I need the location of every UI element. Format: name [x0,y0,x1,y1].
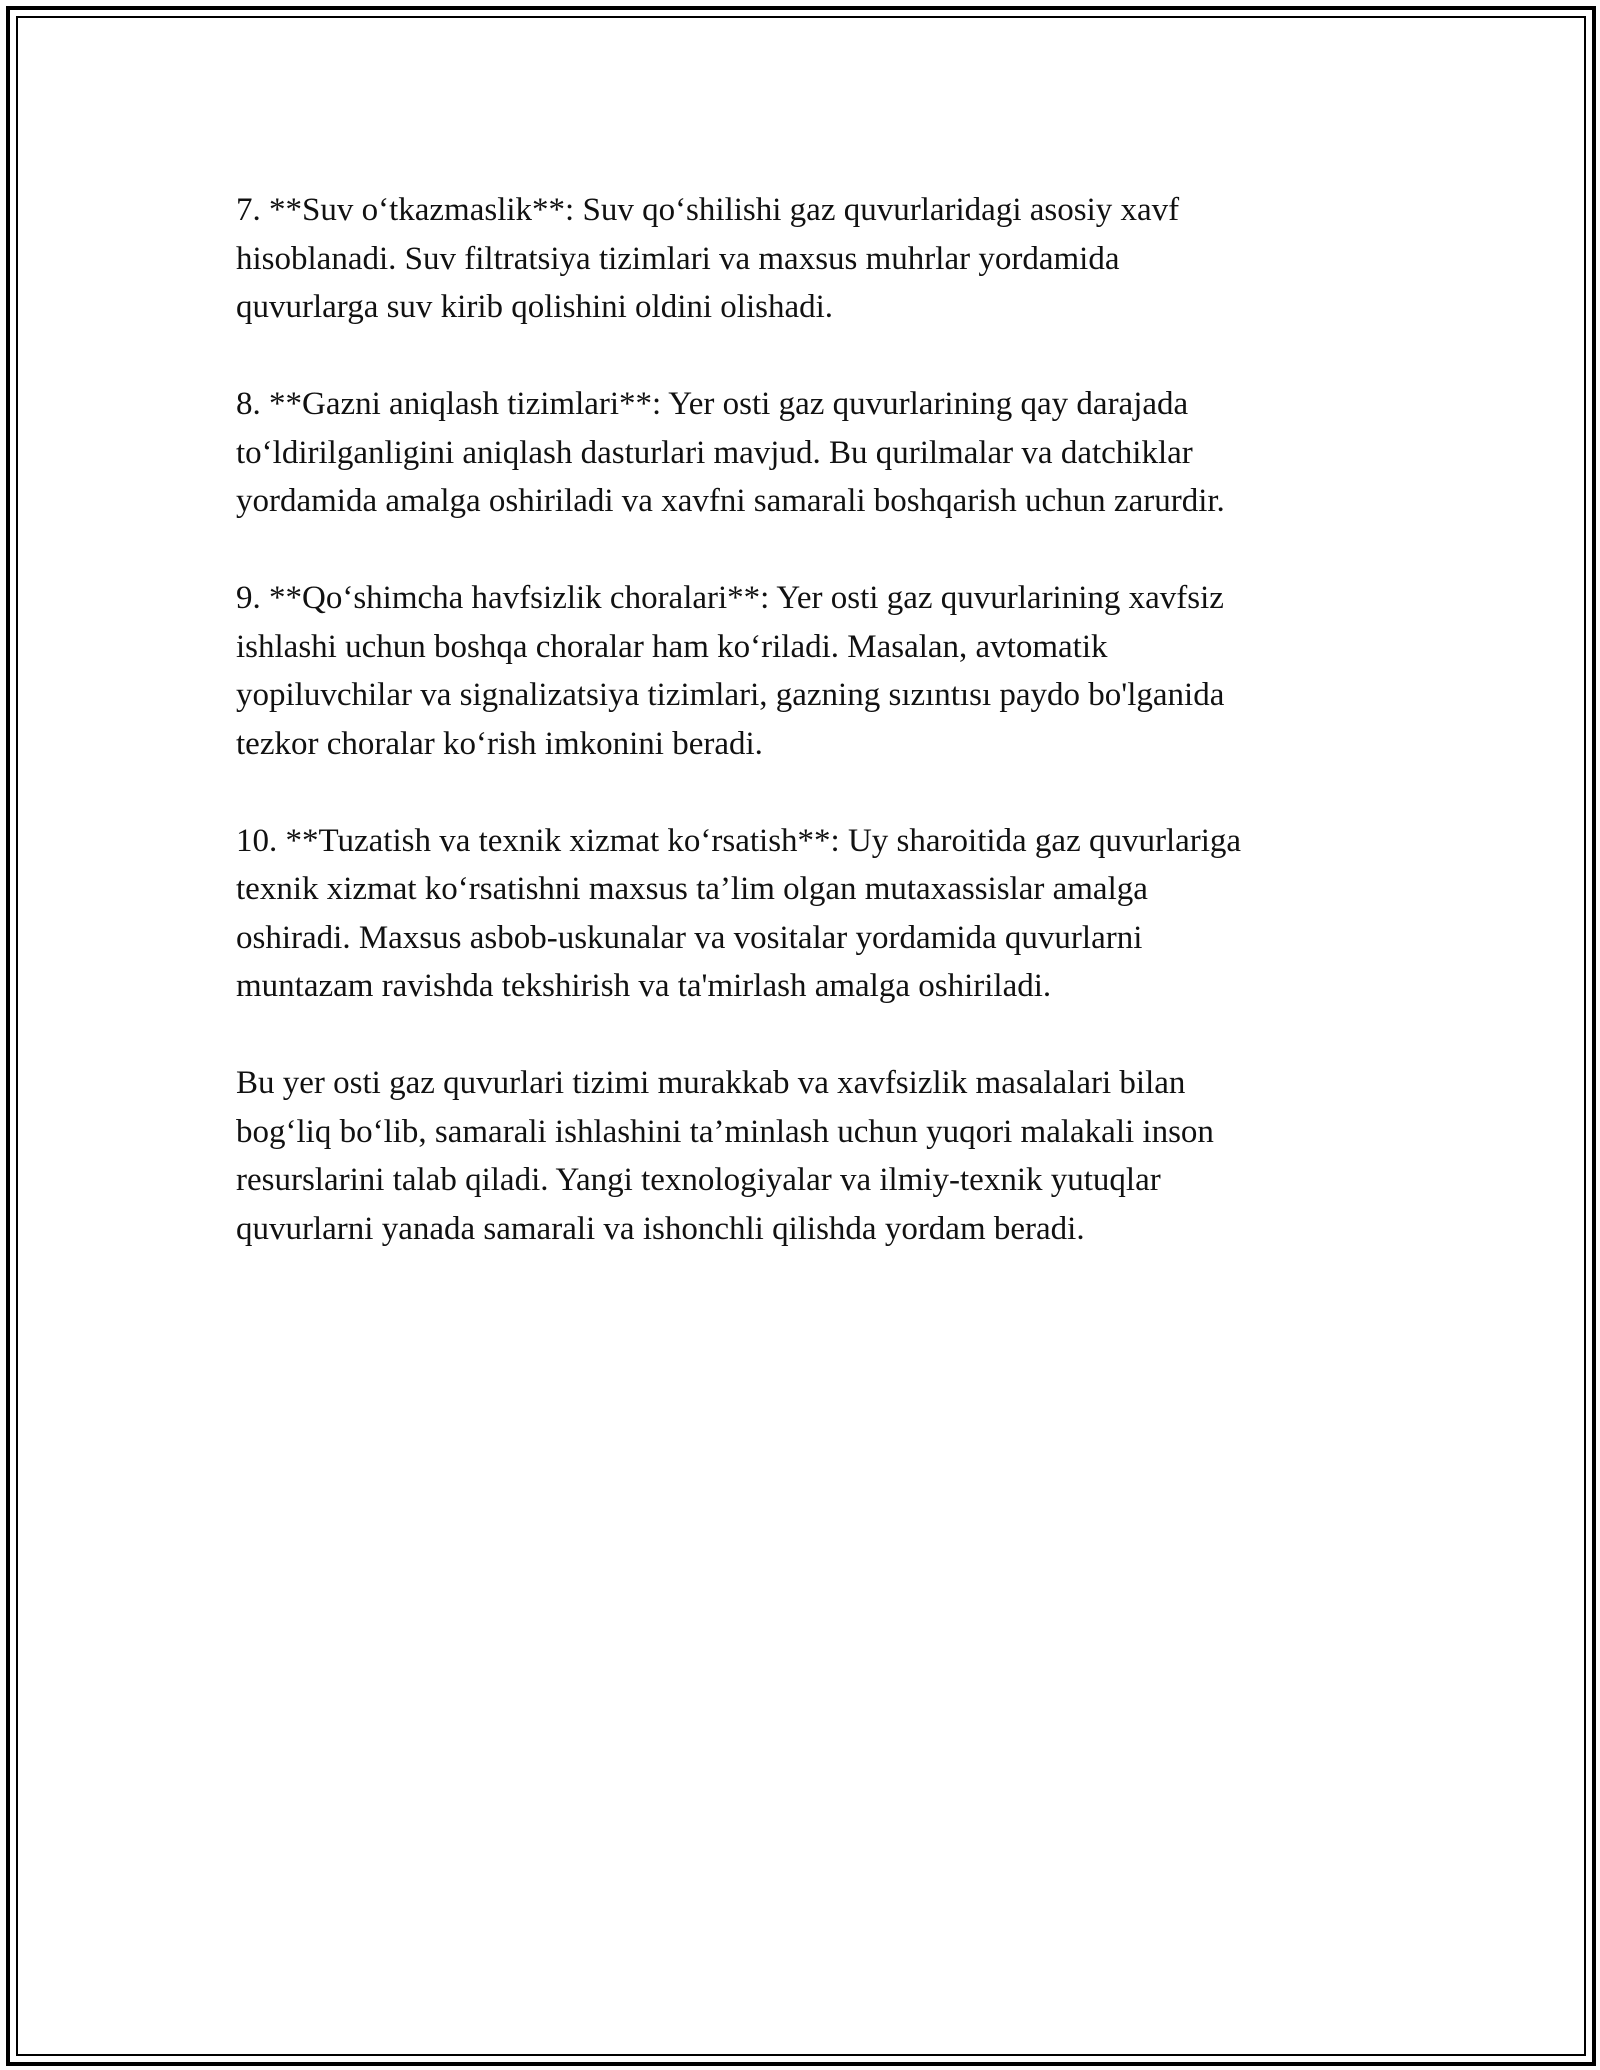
text-line: 9. **Qo‘shimcha havfsizlik choralari**: Yer osti gaz quvurlarining xavfsiz [236,580,1224,616]
text-line: hisoblanadi. Suv filtratsiya tizimlari va maxsus muhrlar yordamida [236,240,1120,277]
text-line: oshiradi. Maxsus asbob-uskunalar va vositalar yordamida quvurlarni [236,919,1143,956]
text-line: resurslarini talab qiladi. Yangi texnologiyalar va ilmiy-texnik yutuqlar [236,1162,1161,1198]
text-line: to‘ldirilganligini aniqlash dasturlari mavjud. Bu qurilmalar va datchiklar [236,434,1193,471]
text-line: quvurlarga suv kirib qolishini oldini olishadi. [236,289,834,325]
paragraph-7-water-proofing [236,186,1376,332]
paragraph-8-gas-detection [236,380,1376,526]
document-body [236,186,1376,1302]
text-line: 10. **Tuzatish va texnik xizmat ko‘rsatish**: Uy sharoitida gaz quvurlariga [236,822,1242,859]
text-line: yordamida amalga oshiriladi va xavfni samarali boshqarish uchun zarurdir. [236,483,1225,519]
text-line: yopiluvchilar va signalizatsiya tizimlari, gazning sızıntısı paydo bo'lganida [236,677,1225,713]
text-line: muntazam ravishda tekshirish va ta'mirlash amalga oshiriladi. [236,968,1052,1004]
text-line: tezkor choralar ko‘rish imkonini beradi. [236,725,763,762]
text-line: ishlashi uchun boshqa choralar ham ko‘riladi. Masalan, avtomatik [236,628,1108,665]
paragraph-9-safety-measures [236,574,1376,768]
text-line: 8. **Gazni aniqlash tizimlari**: Yer osti gaz quvurlarining qay darajada [236,386,1189,422]
paragraph-conclusion [236,1059,1376,1253]
paragraph-10-maintenance [236,817,1376,1011]
text-line: texnik xizmat ko‘rsatishni maxsus ta’lim olgan mutaxassislar amalga [236,871,1148,907]
text-line: Bu yer osti gaz quvurlari tizimi murakkab va xavfsizlik masalalari bilan [236,1065,1186,1101]
text-line: bog‘liq bo‘lib, samarali ishlashini ta’minlash uchun yuqori malakali inson [236,1113,1214,1150]
text-line: 7. **Suv o‘tkazmaslik**: Suv qo‘shilishi gaz quvurlaridagi asosiy xavf [236,192,1180,228]
text-line: quvurlarni yanada samarali va ishonchli qilishda yordam beradi. [236,1210,1085,1247]
